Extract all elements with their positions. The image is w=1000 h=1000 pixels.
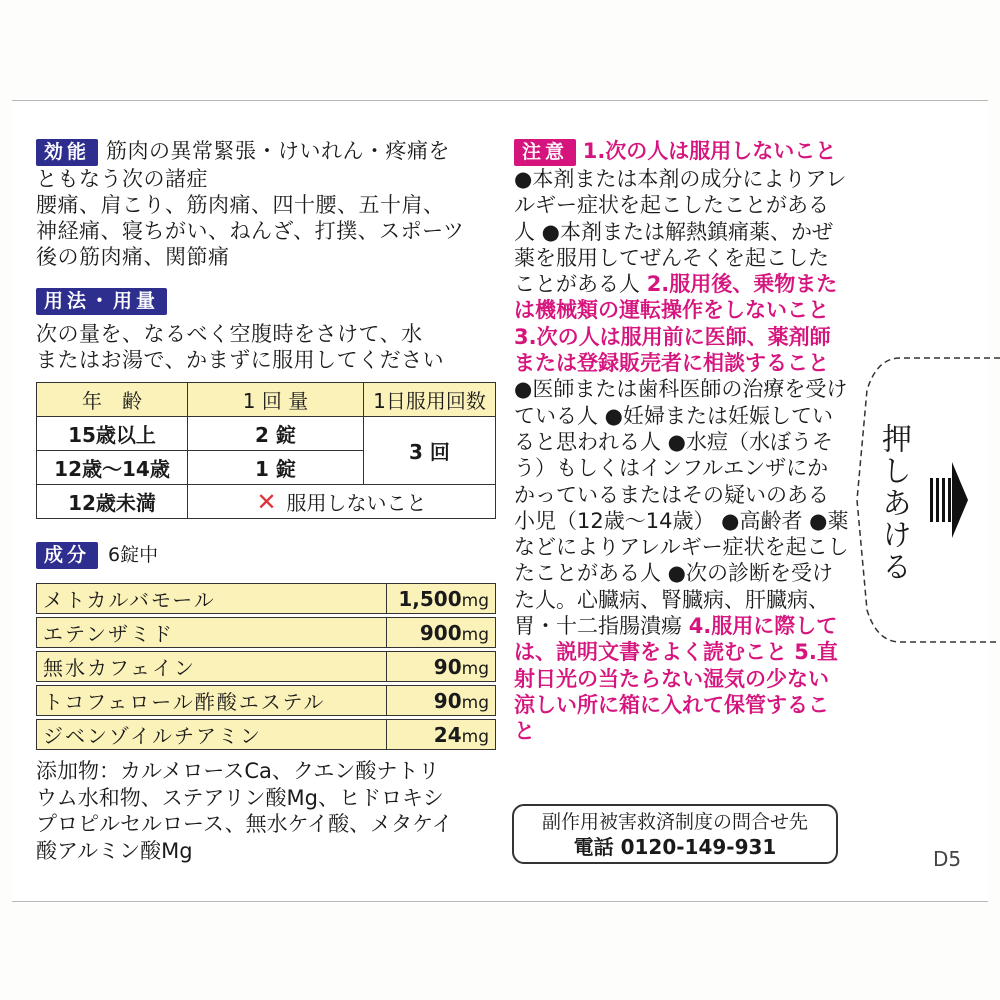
efficacy-section xyxy=(36,138,496,270)
ingredient-row xyxy=(36,651,496,682)
dosage-amount: 1 錠 xyxy=(188,451,364,485)
dosage-label: 用法・用量 xyxy=(36,288,167,315)
ingredient-amount: 1,500mg xyxy=(386,583,496,614)
ingredient-row xyxy=(36,719,496,750)
push-open-label: 押しあける xyxy=(876,423,911,583)
efficacy-body: ともなう次の諸症 腰痛、肩こり、筋肉痛、四十腰、五十肩、 神経痛、寝ちがい、ねんざ、打撲、スポーツ 後の筋肉痛、関節痛 xyxy=(36,167,465,269)
ingredient-name: 無水カフェイン xyxy=(36,651,386,682)
caution-item-1: 1.次の人は服用しない xyxy=(582,139,795,163)
ingredient-amount: 90mg xyxy=(386,685,496,716)
caution-item-5: 5.直射日光の当たらない湿気の少ない涼しい所に箱に入れて保管すること xyxy=(514,640,838,744)
dosage-age: 12歳未満 xyxy=(37,485,188,519)
ingredient-name: メトカルバモール xyxy=(36,583,386,614)
ingredient-amount: 90mg xyxy=(386,651,496,682)
ingredient-name: ジベンゾイルチアミン xyxy=(36,719,386,750)
contact-title: 副作用被害救済制度の問合せ先 xyxy=(541,811,808,833)
caution-section xyxy=(514,138,849,745)
caution-text-1: ●本剤または本剤の成分によりアレルギー症状を起こしたことがある人 ●本剤または解熱鎮痛薬、かぜ薬を服用してぜんそくを起こしたことがある人 xyxy=(514,167,847,297)
ingredient-row xyxy=(36,685,496,716)
dosage-times: 3 回 xyxy=(364,417,496,485)
efficacy-label: 効能 xyxy=(36,139,98,166)
ingredient-amount: 24mg xyxy=(386,719,496,750)
caution-text-3: ●医師または歯科医師の治療を受けている人 ●妊婦または妊娠していると思われる人 ●水痘（水ぼうそう）もしくはインフルエンザにかかっているまたはその疑いのある小児（12歳〜14歳） ●高齢者 ●薬などによりアレルギー症状を起こしたことがある人 ●次の診断を受けた人。心臓病、腎臓病、肝臓病、胃・十二指腸潰瘍 xyxy=(514,377,849,639)
efficacy-lead: 筋肉の異常緊張・けいれん・疼痛を xyxy=(106,139,451,163)
contact-phone: 電話 0120-149-931 xyxy=(573,835,777,859)
dosage-section xyxy=(36,288,506,373)
caution-item-1-end: こと xyxy=(794,139,837,163)
dosage-amount: 2 錠 xyxy=(188,417,364,451)
additives-text: 添加物：カルメロースCa、クエン酸ナトリ ウム水和物、ステアリン酸Mg、ヒドロキシ プロピルセルロース、無水ケイ酸、メタケイ 酸アルミン酸Mg xyxy=(36,759,453,863)
ingredients-section xyxy=(36,540,496,569)
dosage-age: 12歳〜14歳 xyxy=(37,451,188,485)
ingredient-row xyxy=(36,583,496,614)
dosage-header-times: 1日服用回数 xyxy=(364,383,496,417)
ingredients-sub: 6錠中 xyxy=(108,544,159,566)
ingredients-label: 成分 xyxy=(36,542,98,569)
caution-item-3: 3.次の人は服用前に医師、薬剤師または登録販売者に相談すること xyxy=(514,324,831,376)
dosage-header-age: 年 齢 xyxy=(37,383,188,417)
product-code: D5 xyxy=(933,847,962,871)
caution-item-2: 2.服用後、乗物または機械類の運転操作をしないこと xyxy=(514,272,838,323)
dosage-not-allowed xyxy=(188,485,496,519)
dosage-age: 15歳以上 xyxy=(37,417,188,451)
caution-item-4: 4.服用に際しては、説明文書をよく読むこと xyxy=(514,614,838,665)
contact-box xyxy=(512,804,838,864)
ingredients-table xyxy=(36,580,496,753)
caution-label: 注意 xyxy=(514,139,576,166)
cross-icon: ✕ xyxy=(256,488,277,516)
ingredient-amount: 900mg xyxy=(386,617,496,648)
ingredient-row xyxy=(36,617,496,648)
dosage-body: 次の量を、なるべく空腹時をさけて、水 またはお湯で、かまずに服用してください xyxy=(36,322,445,372)
dosage-table xyxy=(36,382,496,519)
dosage-header-amount: 1 回 量 xyxy=(188,383,364,417)
ingredient-name: エテンザミド xyxy=(36,617,386,648)
dosage-not-allowed-text: 服用しないこと xyxy=(286,491,427,515)
ingredient-name: トコフェロール酢酸エステル xyxy=(36,685,386,716)
arrow-right-icon xyxy=(930,460,970,540)
